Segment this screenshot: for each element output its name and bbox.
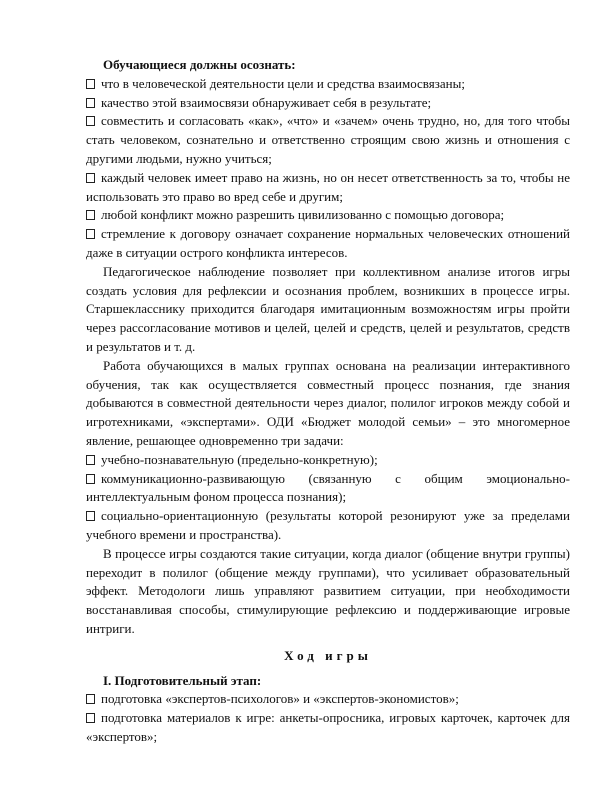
task-item: социально-ориентационную (результаты которой резонируют уже за пределами учебного времени и пространства). <box>86 508 570 542</box>
aware-item: любой конфликт можно разрешить цивилизованно с помощью договора; <box>86 206 570 225</box>
task-item: учебно-познавательную (предельно-конкретную); <box>86 451 570 470</box>
checkbox-bullet-icon <box>86 694 95 704</box>
paragraph-game-process: В процессе игры создаются такие ситуации, когда диалог (общение внутри группы) переходит в полилог (общение между группами), что усиливает образовательный эффект. Методологи лишь управляют развитием ситуации, при необходимости восстанавливая способы, стимулирующие рефлексию и поддерживающие игровые интриги. <box>86 545 570 636</box>
stage-item: подготовка материалов к игре: анкеты-опросника, игровых карточек, карточек для «экспертов»; <box>86 710 570 744</box>
checkbox-bullet-icon <box>86 713 95 723</box>
aware-item: качество этой взаимосвязи обнаруживает себя в результате; <box>86 94 570 113</box>
stage-item: подготовка «экспертов-психологов» и «экспертов-экономистов»; <box>86 690 570 709</box>
paragraph-group-work: Работа обучающихся в малых группах основана на реализации интерактивного обучения, так как осуществляется совместный процесс познания, где знания добываются в совместной деятельности через диалог, полилог игроков между собой и игротехниками, «экспертами». ОДИ «Бюджет молодой семьи» – это многомерное явление, решающее одновременно три задачи: <box>86 357 570 448</box>
tasks-list <box>86 451 570 545</box>
checkbox-bullet-icon <box>86 173 95 183</box>
checkbox-bullet-icon <box>86 455 95 465</box>
heading-aware: Обучающиеся должны осознать: <box>103 57 296 72</box>
section-title: Ход игры <box>284 647 372 663</box>
checkbox-bullet-icon <box>86 474 95 484</box>
checkbox-bullet-icon <box>86 229 95 239</box>
aware-item: что в человеческой деятельности цели и средства взаимосвязаны; <box>86 75 570 94</box>
task-item: коммуникационно-развивающую (связанную с общим эмоционально-интеллектуальным фоном процесса познания); <box>86 470 570 505</box>
aware-item: совместить и согласовать «как», «что» и «зачем» очень трудно, но, для того чтобы стать человеком, сознательно и ответственно строящим свою жизнь и отношения с другими людьми, нужно учиться; <box>86 113 570 166</box>
checkbox-bullet-icon <box>86 511 95 521</box>
paragraph-pedagogical: Педагогическое наблюдение позволяет при коллективном анализе итогов игры создать условия для рефлексии и осознания проблем, возникших в процессе игры. Старшекласснику приходится благодаря имитационным возможностям игры пройти через рассогласование мотивов и целей, целей и средств, целей и результатов, средств и результатов и т. д. <box>86 263 570 354</box>
aware-item: каждый человек имеет право на жизнь, но он несет ответственность за то, чтобы не использовать это право во вред себе и другим; <box>86 169 570 204</box>
stage-heading: I. Подготовительный этап: <box>103 672 262 688</box>
aware-list <box>86 75 570 263</box>
checkbox-bullet-icon <box>86 210 95 220</box>
aware-item: стремление к договору означает сохранение нормальных человеческих отношений даже в ситуации острого конфликта интересов. <box>86 226 570 260</box>
stage-list <box>86 690 570 746</box>
checkbox-bullet-icon <box>86 79 95 89</box>
checkbox-bullet-icon <box>86 116 95 126</box>
document-page <box>86 56 570 747</box>
checkbox-bullet-icon <box>86 98 95 108</box>
